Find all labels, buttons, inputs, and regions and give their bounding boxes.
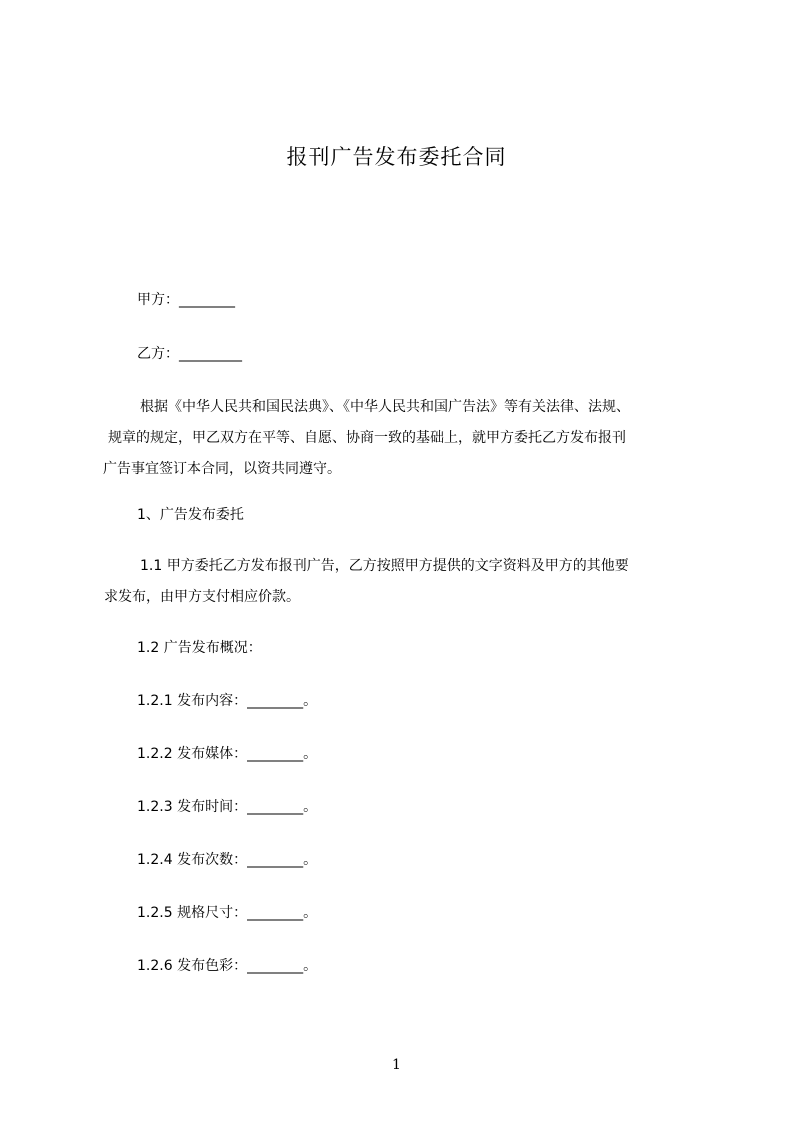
- clause-1-1-line-2: 求发布，由甲方支付相应价款。: [104, 589, 300, 605]
- preamble-line-3: 广告事宜签订本合同，以资共同遵守。: [103, 461, 341, 477]
- party-b-line: 乙方：_________: [137, 346, 242, 362]
- preamble-line-1: 根据《中华人民共和国民法典》、《中华人民共和国广告法》等有关法律、法规、: [140, 399, 630, 415]
- item-1-2-6: 1.2.6 发布色彩：________。: [137, 958, 318, 974]
- item-1-2-1: 1.2.1 发布内容：________。: [137, 693, 318, 709]
- item-1-2-3: 1.2.3 发布时间：________。: [137, 799, 318, 815]
- preamble-paragraph: [103, 392, 700, 485]
- party-a-line: 甲方：________: [137, 292, 235, 308]
- item-1-2-2: 1.2.2 发布媒体：________。: [137, 746, 318, 762]
- clause-1-2: 1.2 广告发布概况：: [137, 640, 262, 656]
- clause-1-1-line-1: 1.1 甲方委托乙方发布报刊广告，乙方按照甲方提供的文字资料及甲方的其他要: [140, 558, 629, 574]
- item-1-2-5: 1.2.5 规格尺寸：________。: [137, 905, 318, 921]
- item-1-2-4: 1.2.4 发布次数：________。: [137, 852, 318, 868]
- preamble-line-2: 规章的规定，甲乙双方在平等、自愿、协商一致的基础上，就甲方委托乙方发布报刊: [108, 430, 626, 446]
- page-number: 1: [392, 1057, 401, 1073]
- clause-1-1: [103, 551, 700, 613]
- section-1-heading: 1、广告发布委托: [137, 507, 244, 523]
- document-title: 报刊广告发布委托合同: [286, 145, 507, 169]
